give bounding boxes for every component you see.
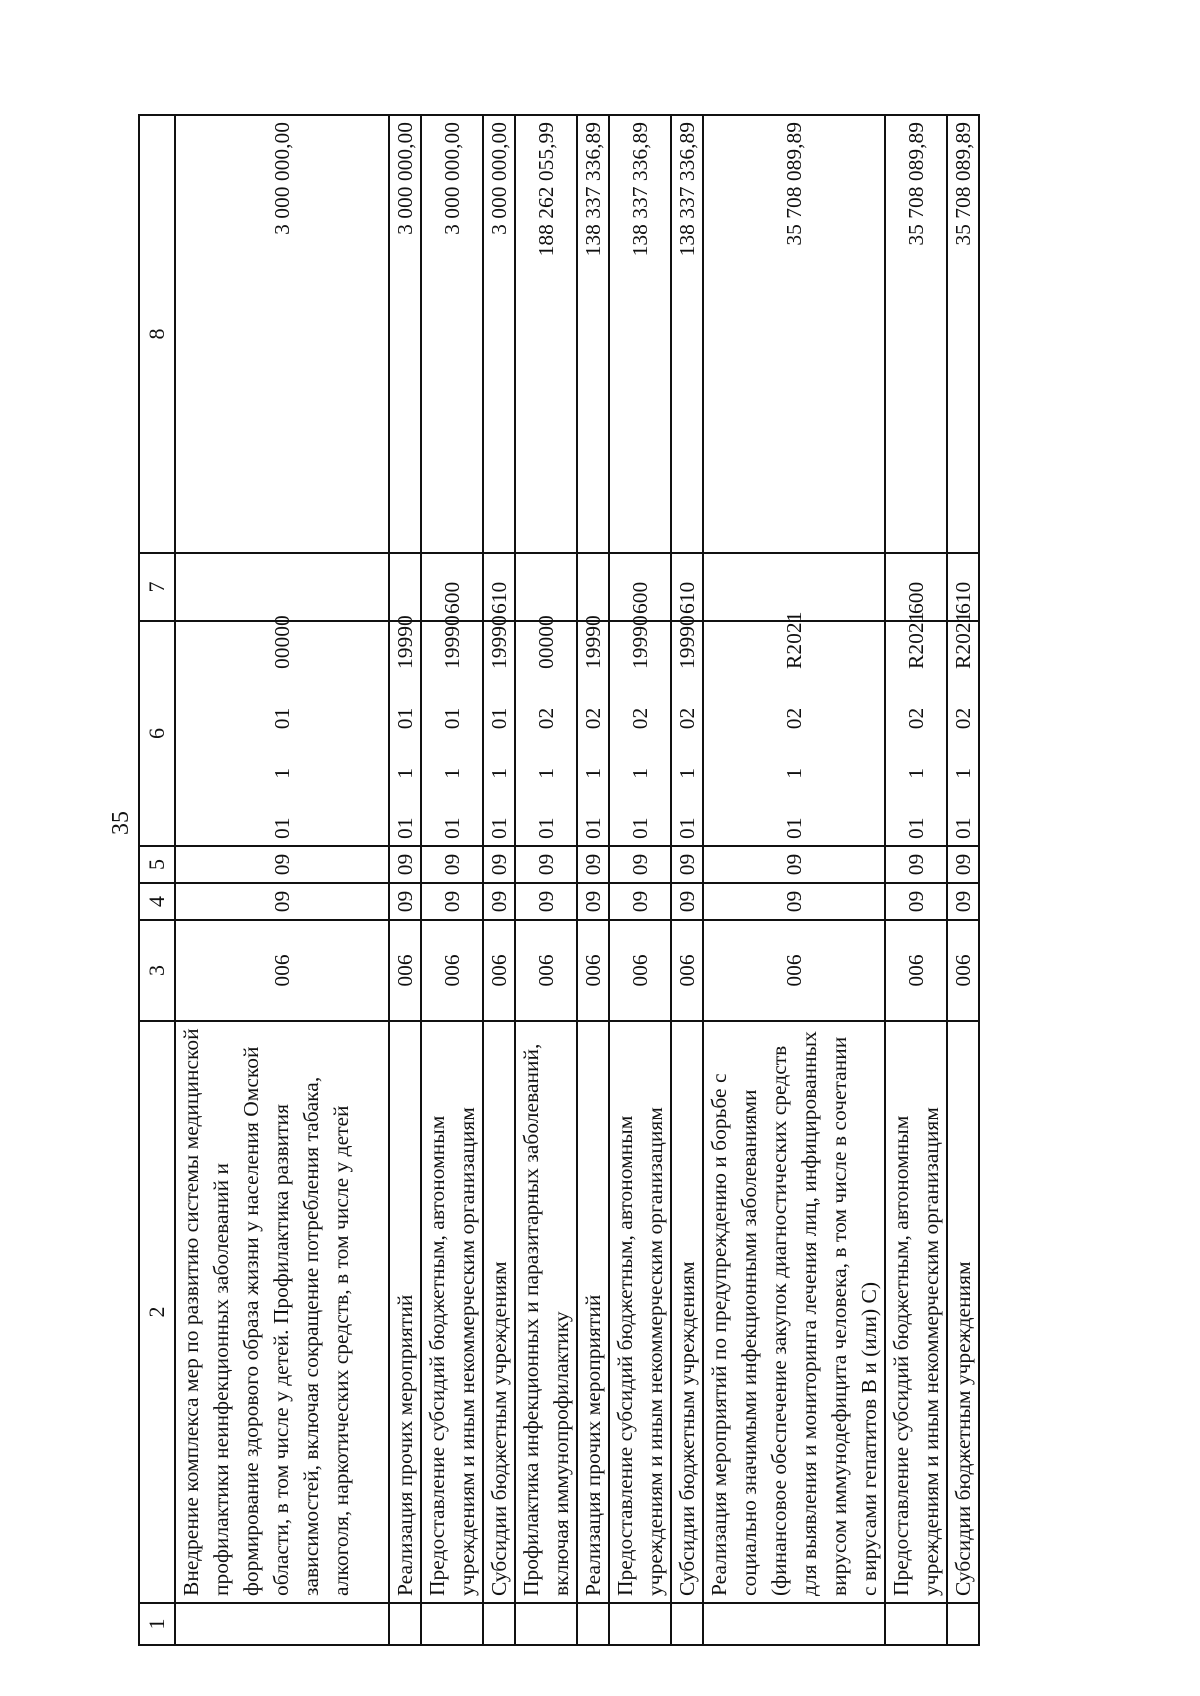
- row-number-cell: [421, 1603, 483, 1645]
- target-article-cell: 01 1 02 R2021: [885, 621, 947, 846]
- column-header: 2: [139, 1021, 175, 1603]
- expense-type-cell: 600: [609, 553, 671, 621]
- code-cell: 006: [671, 920, 703, 1021]
- row-number-cell: [577, 1603, 609, 1645]
- target-article-cell: 01 1 02 19990: [671, 621, 703, 846]
- section-cell: 09: [577, 883, 609, 920]
- section-cell: 09: [885, 883, 947, 920]
- amount-cell: 3 000 000,00: [175, 115, 389, 553]
- table-row: [885, 115, 947, 1645]
- section-cell: 09: [671, 883, 703, 920]
- table-row: [389, 115, 421, 1645]
- section-cell: 09: [947, 883, 979, 920]
- code-cell: 006: [577, 920, 609, 1021]
- subsection-cell: 09: [175, 846, 389, 883]
- amount-cell: 138 337 336,89: [671, 115, 703, 553]
- column-header: 7: [139, 553, 175, 621]
- table-row: [175, 115, 389, 1645]
- item-name-cell: Субсидии бюджетным учреждениям: [483, 1021, 515, 1603]
- expense-type-cell: 610: [947, 553, 979, 621]
- row-number-cell: [483, 1603, 515, 1645]
- row-number-cell: [947, 1603, 979, 1645]
- code-cell: 006: [483, 920, 515, 1021]
- subsection-cell: 09: [947, 846, 979, 883]
- target-article-cell: 01 1 01 19990: [483, 621, 515, 846]
- item-name-cell: Субсидии бюджетным учреждениям: [671, 1021, 703, 1603]
- item-name-cell: Предоставление субсидий бюджетным, автономным учреждениям и иным некоммерческим организациям: [421, 1021, 483, 1603]
- row-number-cell: [703, 1603, 885, 1645]
- row-number-cell: [609, 1603, 671, 1645]
- amount-cell: 3 000 000,00: [483, 115, 515, 553]
- target-article-cell: 01 1 02 19990: [609, 621, 671, 846]
- rotated-page: [0, 96, 1200, 1696]
- section-cell: 09: [483, 883, 515, 920]
- column-header: 8: [139, 115, 175, 553]
- target-article-cell: 01 1 01 19990: [421, 621, 483, 846]
- subsection-cell: 09: [609, 846, 671, 883]
- section-cell: 09: [175, 883, 389, 920]
- expense-type-cell: 600: [885, 553, 947, 621]
- item-name-cell: Профилактика инфекционных и паразитарных заболеваний, включая иммунопрофилактику: [515, 1021, 577, 1603]
- subsection-cell: 09: [577, 846, 609, 883]
- amount-cell: 35 708 089,89: [885, 115, 947, 553]
- column-header: 1: [139, 1603, 175, 1645]
- expense-type-cell: [577, 553, 609, 621]
- amount-cell: 3 000 000,00: [421, 115, 483, 553]
- item-name-cell: Предоставление субсидий бюджетным, автономным учреждениям и иным некоммерческим организациям: [609, 1021, 671, 1603]
- code-cell: 006: [421, 920, 483, 1021]
- table-row: [671, 115, 703, 1645]
- row-number-cell: [389, 1603, 421, 1645]
- expense-type-cell: 600: [421, 553, 483, 621]
- amount-cell: 188 262 055,99: [515, 115, 577, 553]
- item-name-cell: Реализация прочих мероприятий: [389, 1021, 421, 1603]
- target-article-cell: 01 1 01 00000: [175, 621, 389, 846]
- amount-cell: 3 000 000,00: [389, 115, 421, 553]
- table-row: [515, 115, 577, 1645]
- row-number-cell: [671, 1603, 703, 1645]
- section-cell: 09: [515, 883, 577, 920]
- section-cell: 09: [389, 883, 421, 920]
- table-row: [577, 115, 609, 1645]
- row-number-cell: [885, 1603, 947, 1645]
- table-row: [483, 115, 515, 1645]
- item-name-cell: Внедрение комплекса мер по развитию системы медицинской профилактики неинфекционных заболеваний и формирование здорового образа жизни у населения Омской области, в том числе у детей. Профилактика развития зависимостей, включая сокращение потребления табака, алкоголя, наркотических средств, в том числе у детей: [175, 1021, 389, 1603]
- target-article-cell: 01 1 02 R2021: [947, 621, 979, 846]
- table-row: [947, 115, 979, 1645]
- page-number: 35: [108, 811, 134, 835]
- target-article-cell: 01 1 02 00000: [515, 621, 577, 846]
- expense-type-cell: [389, 553, 421, 621]
- table-row: [609, 115, 671, 1645]
- subsection-cell: 09: [671, 846, 703, 883]
- code-cell: 006: [609, 920, 671, 1021]
- row-number-cell: [175, 1603, 389, 1645]
- table-row: [703, 115, 885, 1645]
- row-number-cell: [515, 1603, 577, 1645]
- code-cell: 006: [947, 920, 979, 1021]
- table-row: [421, 115, 483, 1645]
- item-name-cell: Реализация мероприятий по предупреждению и борьбе с социально значимыми инфекционными заболеваниями (финансовое обеспечение закупок диагностических средств для выявления и мониторинга лечения лиц, инфицированных вирусом иммунодефицита человека, в том числе в сочетании с вирусами гепатитов В и (или) С): [703, 1021, 885, 1603]
- item-name-cell: Субсидии бюджетным учреждениям: [947, 1021, 979, 1603]
- code-cell: 006: [885, 920, 947, 1021]
- subsection-cell: 09: [421, 846, 483, 883]
- column-header: 6: [139, 621, 175, 846]
- column-header: 3: [139, 920, 175, 1021]
- target-article-cell: 01 1 02 19990: [577, 621, 609, 846]
- subsection-cell: 09: [389, 846, 421, 883]
- section-cell: 09: [703, 883, 885, 920]
- amount-cell: 35 708 089,89: [703, 115, 885, 553]
- amount-cell: 138 337 336,89: [609, 115, 671, 553]
- code-cell: 006: [515, 920, 577, 1021]
- expense-type-cell: [703, 553, 885, 621]
- subsection-cell: 09: [703, 846, 885, 883]
- item-name-cell: Реализация прочих мероприятий: [577, 1021, 609, 1603]
- code-cell: 006: [703, 920, 885, 1021]
- expense-type-cell: 610: [483, 553, 515, 621]
- expense-type-cell: 610: [671, 553, 703, 621]
- table-header-row: [139, 115, 175, 1645]
- subsection-cell: 09: [885, 846, 947, 883]
- target-article-cell: 01 1 01 19990: [389, 621, 421, 846]
- expense-type-cell: [515, 553, 577, 621]
- item-name-cell: Предоставление субсидий бюджетным, автономным учреждениям и иным некоммерческим организациям: [885, 1021, 947, 1603]
- section-cell: 09: [421, 883, 483, 920]
- column-header: 5: [139, 846, 175, 883]
- column-header: 4: [139, 883, 175, 920]
- code-cell: 006: [389, 920, 421, 1021]
- expense-type-cell: [175, 553, 389, 621]
- subsection-cell: 09: [515, 846, 577, 883]
- budget-table: [138, 114, 980, 1646]
- code-cell: 006: [175, 920, 389, 1021]
- amount-cell: 35 708 089,89: [947, 115, 979, 553]
- target-article-cell: 01 1 02 R2021: [703, 621, 885, 846]
- section-cell: 09: [609, 883, 671, 920]
- amount-cell: 138 337 336,89: [577, 115, 609, 553]
- subsection-cell: 09: [483, 846, 515, 883]
